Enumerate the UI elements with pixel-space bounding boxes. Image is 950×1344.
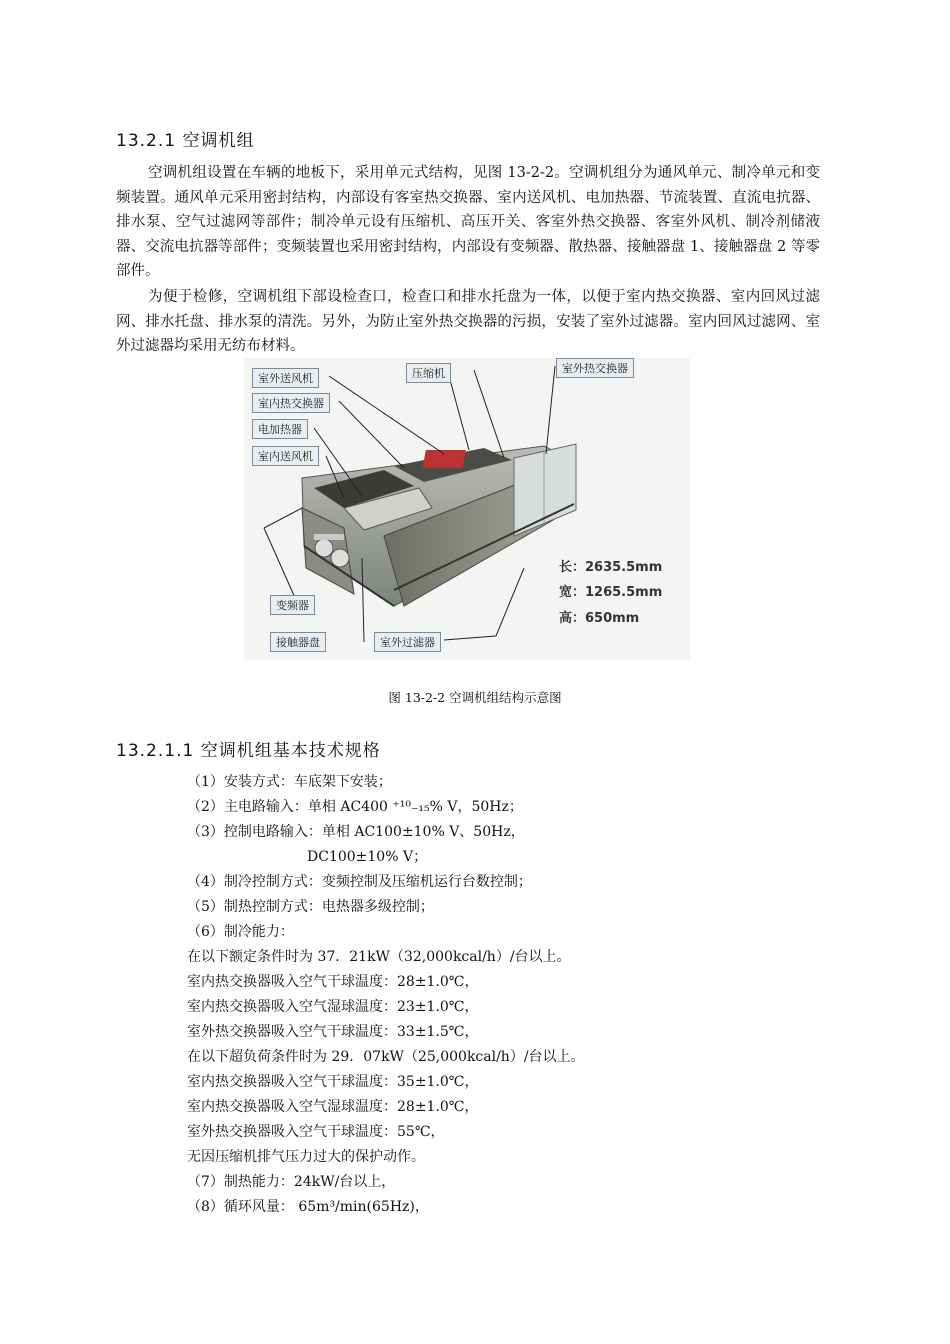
spec-line: （1）安装方式：车底架下安装；: [187, 774, 392, 790]
spec-line: 室内热交换器吸入空气干球温度：28±1.0℃，: [187, 974, 479, 990]
dimension-width: 宽：1265.5mm: [559, 585, 663, 600]
paragraph-1: 空调机组设置在车辆的地板下，采用单元式结构，见图 13-2-2。空调机组分为通风单元、制冷单元和变频装置。通风单元采用密封结构，内部设有客室热交换器、室内送风机、电加热器、节流装置、直流电抗器、排水泵、空气过滤网等部件；制冷单元设有压缩机、高压开关、客室外热交换器、客室外风机、制冷剂储液器、交流电抗器等部件；变频装置也采用密封结构，内部设有变频器、散热器、接触器盘 1、接触器盘 2 等零部件。: [116, 165, 820, 280]
spec-line: （8）循环风量： 65m³/min(65Hz)，: [187, 1199, 429, 1215]
label-outdoor-fan: 室外送风机: [252, 368, 319, 388]
spec-line: （4）制冷控制方式：变频控制及压缩机运行台数控制；: [187, 874, 532, 890]
spec-list: [187, 770, 585, 1220]
spec-line: DC100±10% V；: [307, 849, 428, 865]
label-compressor: 压缩机: [406, 363, 451, 383]
dimension-height: 高：650mm: [559, 611, 640, 626]
label-indoor-hx: 室内热交换器: [252, 393, 330, 413]
label-outdoor-filter: 室外过滤器: [374, 632, 441, 652]
ac-unit-figure: [244, 358, 690, 660]
label-indoor-fan: 室内送风机: [252, 446, 319, 466]
spec-line: （2）主电路输入：单相 AC400 ⁺¹⁰₋₁₅% V，50Hz；: [187, 799, 523, 815]
spec-line: 室内热交换器吸入空气湿球温度：23±1.0℃，: [187, 999, 479, 1015]
figure-caption: 图 13-2-2 空调机组结构示意图: [388, 690, 562, 705]
spec-line: 室外热交换器吸入空气干球温度：55℃，: [187, 1124, 445, 1140]
subsection-heading: 13.2.1.1 空调机组基本技术规格: [116, 741, 381, 761]
label-contactor: 接触器盘: [270, 632, 326, 652]
spec-line: 在以下超负荷条件时为 29．07kW（25,000kcal/h）/台以上。: [187, 1049, 585, 1065]
paragraph-2: 为便于检修，空调机组下部设检查口，检查口和排水托盘为一体，以便于室内热交换器、室内回风过滤网、排水托盘、排水泵的清洗。另外，为防止室外热交换器的污损，安装了室外过滤器。室内回风过滤网、室外过滤器均采用无纺布材料。: [116, 289, 820, 355]
label-outdoor-hx: 室外热交换器: [556, 358, 634, 378]
spec-line: （7）制热能力：24kW/台以上，: [187, 1174, 396, 1190]
spec-line: 室内热交换器吸入空气干球温度：35±1.0℃，: [187, 1074, 479, 1090]
section-heading: 13.2.1 空调机组: [116, 131, 255, 151]
spec-line: 室外热交换器吸入空气干球温度：33±1.5℃，: [187, 1024, 479, 1040]
spec-line: 在以下额定条件时为 37．21kW（32,000kcal/h）/台以上。: [187, 949, 571, 965]
spec-line: 室内热交换器吸入空气湿球温度：28±1.0℃，: [187, 1099, 479, 1115]
label-heater: 电加热器: [252, 419, 308, 439]
label-inverter: 变频器: [270, 595, 315, 615]
spec-line: 无因压缩机排气压力过大的保护动作。: [187, 1149, 425, 1165]
spec-line: （6）制冷能力：: [187, 924, 294, 940]
spec-line: （5）制热控制方式：电热器多级控制；: [187, 899, 434, 915]
spec-line: （3）控制电路输入：单相 AC100±10% V、50Hz，: [187, 824, 525, 840]
dimension-length: 长：2635.5mm: [559, 560, 663, 575]
